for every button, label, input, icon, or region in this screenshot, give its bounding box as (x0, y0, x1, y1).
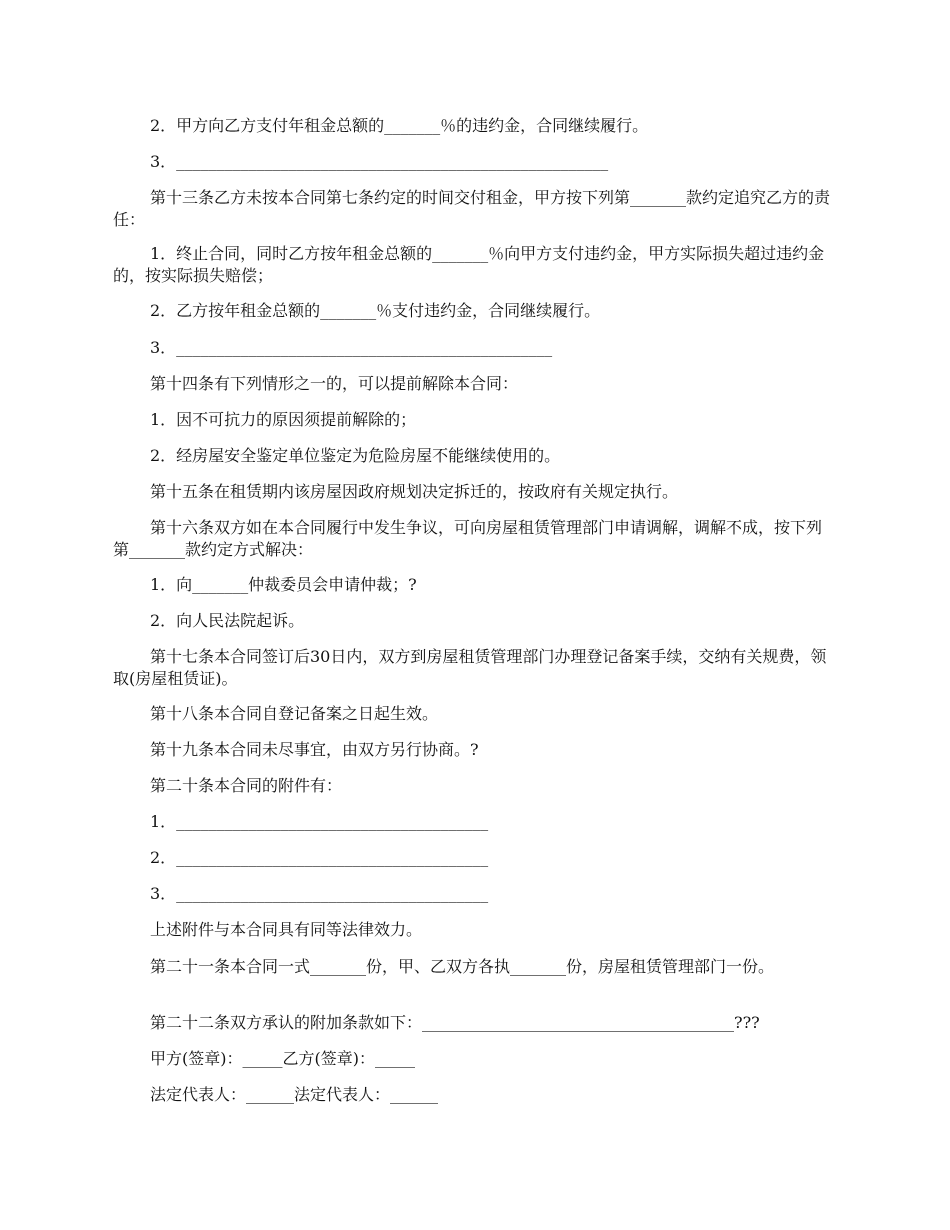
paragraph: 2．甲方向乙方支付年租金总额的_______％的违约金，合同继续履行。 (150, 116, 649, 135)
paragraph: 第十九条本合同未尽事宜，由双方另行协商。? (150, 740, 479, 759)
signature-line: 法定代表人：______法定代表人：______ (150, 1085, 439, 1104)
paragraph: 2．经房屋安全鉴定单位鉴定为危险房屋不能继续使用的。 (150, 446, 561, 465)
paragraph: 1．终止合同，同时乙方按年租金总额的_______％向甲方支付违约金，甲方实际损失超过违约金的，按实际损失赔偿； (113, 244, 825, 285)
paragraph: 3．_______________________________________________ (150, 338, 553, 357)
paragraph: 1．_______________________________________ (150, 812, 489, 831)
paragraph: 第二十条本合同的附件有： (150, 776, 343, 795)
paragraph: 第十四条有下列情形之一的，可以提前解除本合同： (150, 374, 519, 393)
paragraph: 上述附件与本合同具有同等法律效力。 (150, 920, 423, 939)
paragraph: 1．向_______仲裁委员会申请仲裁；? (150, 575, 417, 594)
paragraph: 第十三条乙方未按本合同第七条约定的时间交付租金，甲方按下列第_______款约定追究乙方的责任： (113, 188, 831, 229)
paragraph: 2．乙方按年租金总额的_______％支付违约金，合同继续履行。 (150, 301, 601, 320)
paragraph: 2．_______________________________________ (150, 848, 489, 867)
paragraph: 第十五条在租赁期内该房屋因政府规划决定拆迁的，按政府有关规定执行。 (150, 482, 679, 501)
paragraph: 2．向人民法院起诉。 (150, 611, 305, 630)
paragraph: 第十七条本合同签订后30日内，双方到房屋租赁管理部门办理登记备案手续，交纳有关规费，领取(房屋租赁证)。 (113, 647, 827, 688)
paragraph: 3．_______________________________________ (150, 884, 489, 903)
signature-line: 甲方(签章)：_____乙方(签章)：_____ (150, 1049, 415, 1068)
paragraph: 第二十二条双方承认的附加条款如下：_______________________________________??? (150, 1013, 760, 1032)
paragraph: 第十八条本合同自登记备案之日起生效。 (150, 704, 439, 723)
paragraph: 1．因不可抗力的原因须提前解除的； (150, 410, 417, 429)
paragraph: 第二十一条本合同一式_______份，甲、乙双方各执_______份，房屋租赁管理部门一份。 (150, 957, 775, 976)
paragraph: 第十六条双方如在本合同履行中发生争议，可向房屋租赁管理部门申请调解，调解不成，按下列第_______款约定方式解决： (113, 518, 823, 559)
paragraph: 3．______________________________________________________ (150, 152, 609, 171)
